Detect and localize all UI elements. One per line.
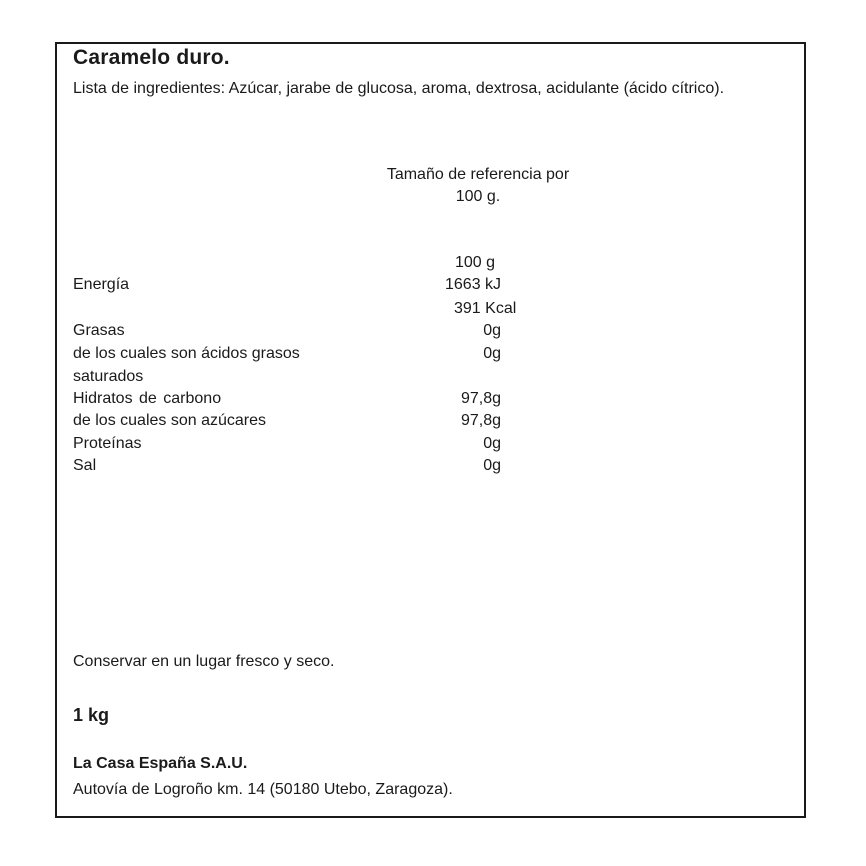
sugars-label: de los cuales son azúcares xyxy=(73,412,266,429)
protein-label: Proteínas xyxy=(73,435,142,452)
reference-line-2: 100 g. xyxy=(455,188,501,205)
product-title: Caramelo duro. xyxy=(73,46,230,69)
energy-kcal-value: 391 Kcal xyxy=(454,300,517,317)
salt-label: Sal xyxy=(73,457,97,474)
fat-label: Grasas xyxy=(73,322,125,339)
energy-kj-value: 1663 kJ xyxy=(445,276,502,293)
reference-line-1: Tamaño de referencia por xyxy=(386,166,570,183)
saturated-fat-value: 0g xyxy=(483,345,501,362)
company-address: Autovía de Logroño km. 14 (50180 Utebo, Zaragoza). xyxy=(73,781,453,798)
carbohydrates-label: Hidratos de carbono xyxy=(73,390,222,407)
salt-value: 0g xyxy=(483,457,501,474)
fat-value: 0g xyxy=(483,322,501,339)
energy-label: Energía xyxy=(73,276,130,293)
storage-instructions: Conservar en un lugar fresco y seco. xyxy=(73,653,335,670)
reference-size xyxy=(363,164,593,208)
protein-value: 0g xyxy=(483,435,501,452)
company-name: La Casa España S.A.U. xyxy=(73,755,248,772)
column-header: 100 g xyxy=(454,254,496,271)
saturated-fat-label-continued: saturados xyxy=(73,368,144,385)
saturated-fat-label: de los cuales son ácidos grasos xyxy=(73,345,300,362)
ingredients-list: Lista de ingredientes: Azúcar, jarabe de glucosa, aroma, dextrosa, acidulante (ácido cítrico). xyxy=(73,80,725,97)
carbohydrates-value: 97,8g xyxy=(460,390,501,407)
net-weight: 1 kg xyxy=(73,705,110,725)
sugars-value: 97,8g xyxy=(460,412,501,429)
nutrition-label xyxy=(55,42,806,818)
